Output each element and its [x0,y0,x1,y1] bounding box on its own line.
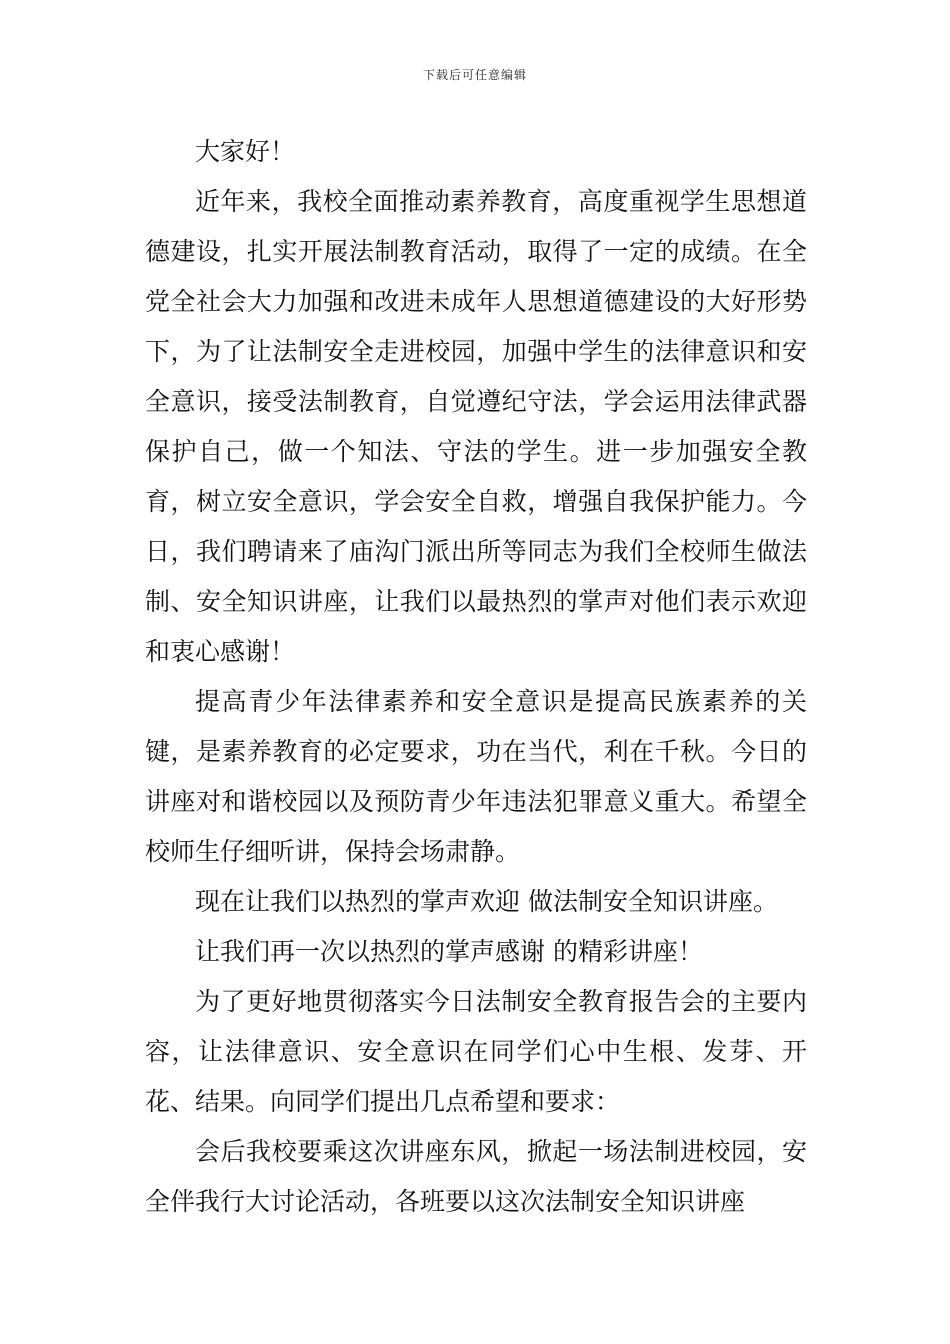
paragraph-thanks: 让我们再一次以热烈的掌声感谢 的精彩讲座！ [195,937,703,966]
paragraph-importance: 提高青少年法律素养和安全意识是提高民族素养的关键，是素养教育的必定要求，功在当代，利在千秋。今日的讲座对和谐校园以及预防青少年违法犯罪意义重大。希望全校师生仔细听讲，保持会场肃静。 [145,687,807,866]
paragraph-introduction: 近年来，我校全面推动素养教育，高度重视学生思想道德建设，扎实开展法制教育活动，取得了一定的成绩。在全党全社会大力加强和改进未成年人思想道德建设的大好形势下，为了让法制安全走进校园，加强中学生的法律意识和安全意识，接受法制教育，自觉遵纪守法，学会运用法律武器保护自己，做一个知法、守法的学生。进一步加强安全教育，树立安全意识，学会安全自救，增强自我保护能力。今日，我们聘请来了庙沟门派出所等同志为我们全校师生做法制、安全知识讲座，让我们以最热烈的掌声对他们表示欢迎和衷心感谢！ [145,187,807,666]
paragraph-requirements: 为了更好地贯彻落实今日法制安全教育报告会的主要内容，让法律意识、安全意识在同学们心中生根、发芽、开花、结果。向同学们提出几点希望和要求： [145,987,807,1116]
page-header: 下载后可任意编辑 [422,68,527,82]
paragraph-greeting: 大家好！ [195,137,296,166]
document-body [145,127,807,1227]
paragraph-followup: 会后我校要乘这次讲座东风，掀起一场法制进校园，安全伴我行大讨论活动，各班要以这次法制安全知识讲座 [145,1137,807,1216]
paragraph-welcome: 现在让我们以热烈的掌声欢迎 做法制安全知识讲座。 [195,887,778,916]
